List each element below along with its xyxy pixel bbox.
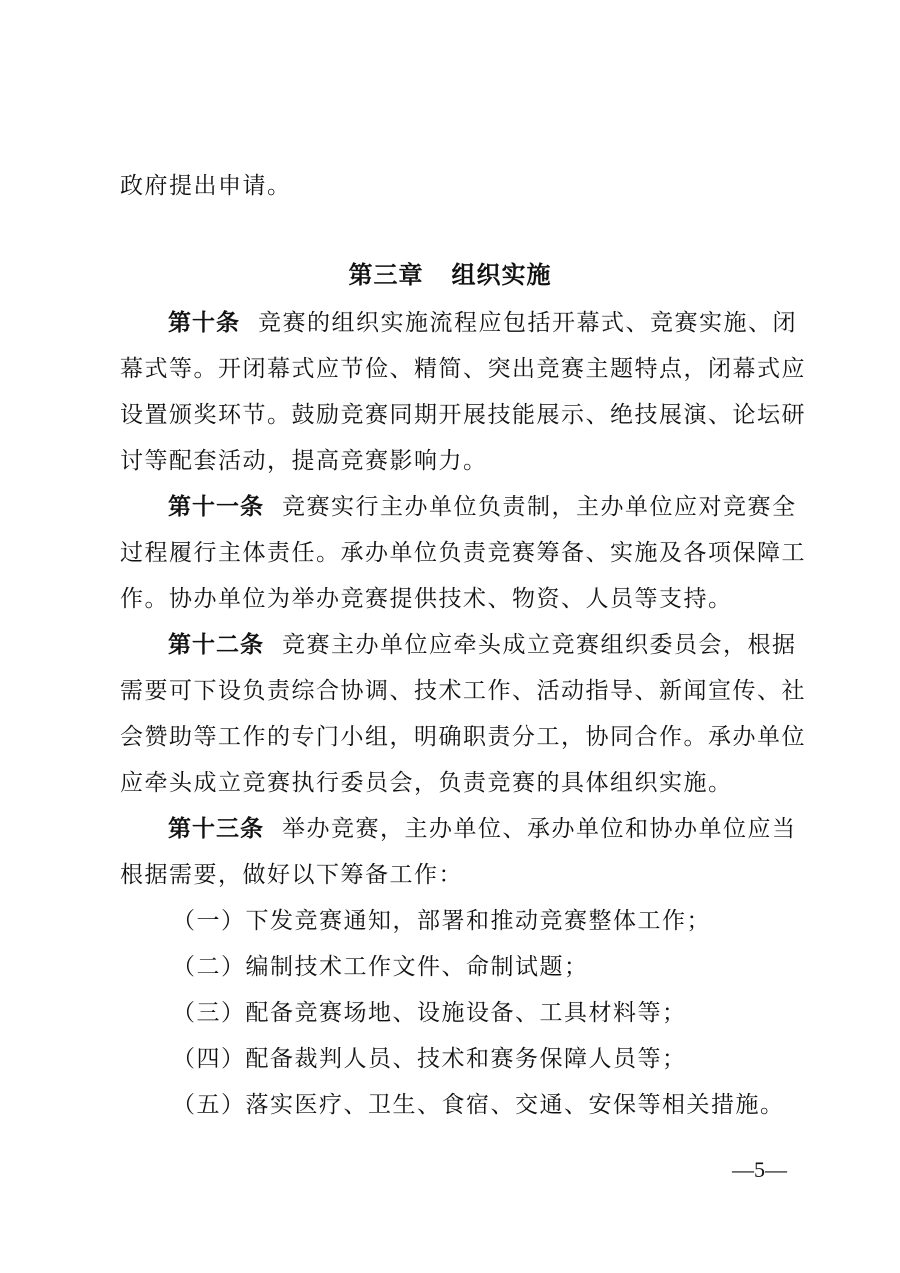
article-10-line-1 <box>168 307 797 339</box>
article-10-line-2: 幕式等。开闭幕式应节俭、精简、突出竞赛主题特点，闭幕式应 <box>120 356 806 382</box>
article-11-line-3: 作。协办单位为举办竞赛提供技术、物资、人员等支持。 <box>120 586 733 612</box>
list-item-5: （五）落实医疗、卫生、食宿、交通、安保等相关措施。 <box>172 1092 785 1118</box>
article-11-line-2: 过程履行主体责任。承办单位负责竞赛筹备、实施及各项保障工 <box>120 540 806 566</box>
chapter-heading <box>0 258 900 292</box>
article-11-text-1: 竞赛实行主办单位负责制，主办单位应对竞赛全 <box>282 494 797 520</box>
article-13-line-2: 根据需要，做好以下筹备工作： <box>120 862 463 888</box>
article-13-label: 第十三条 <box>168 816 264 842</box>
article-13-text-1: 举办竞赛，主办单位、承办单位和协办单位应当 <box>282 816 797 842</box>
page-number: —5— <box>732 1157 787 1182</box>
list-item-3: （三）配备竞赛场地、设施设备、工具材料等； <box>172 1000 687 1026</box>
list-item-1: （一）下发竞赛通知，部署和推动竞赛整体工作； <box>172 908 711 934</box>
article-13-line-1 <box>168 813 797 845</box>
article-12-line-4: 应牵头成立竞赛执行委员会，负责竞赛的具体组织实施。 <box>120 770 733 796</box>
article-12-line-3: 会赞助等工作的专门小组，明确职责分工，协同合作。承办单位 <box>120 724 806 750</box>
article-10-line-4: 讨等配套活动，提高竞赛影响力。 <box>120 448 488 474</box>
article-12-label: 第十二条 <box>168 632 264 658</box>
article-12-line-1 <box>168 629 797 661</box>
list-item-2: （二）编制技术工作文件、命制试题； <box>172 954 589 980</box>
chapter-number: 第三章 <box>348 261 424 289</box>
article-11-label: 第十一条 <box>168 494 264 520</box>
article-10-text-1: 竞赛的组织实施流程应包括开幕式、竞赛实施、闭 <box>258 310 797 336</box>
article-10-line-3: 设置颁奖环节。鼓励竞赛同期开展技能展示、绝技展演、论坛研 <box>120 402 806 428</box>
list-item-4: （四）配备裁判人员、技术和赛务保障人员等； <box>172 1046 687 1072</box>
article-11-line-1 <box>168 491 797 523</box>
chapter-title: 组织实施 <box>451 261 552 289</box>
article-12-text-1: 竞赛主办单位应牵头成立竞赛组织委员会，根据 <box>282 632 797 658</box>
article-12-line-2: 需要可下设负责综合协调、技术工作、活动指导、新闻宣传、社 <box>120 678 806 704</box>
carryover-line: 政府提出申请。 <box>120 173 292 199</box>
article-10-label: 第十条 <box>168 310 240 336</box>
